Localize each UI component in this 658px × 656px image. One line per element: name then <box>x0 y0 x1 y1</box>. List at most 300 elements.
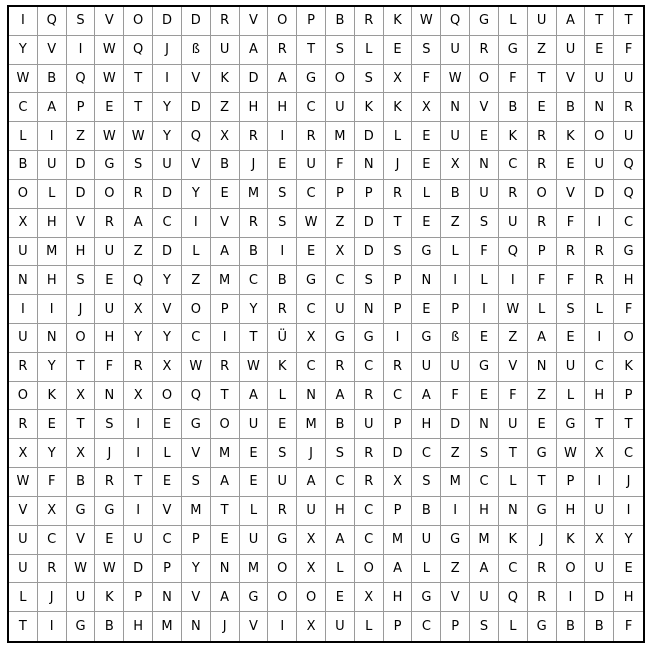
grid-cell[interactable]: L <box>326 555 355 584</box>
grid-cell[interactable]: B <box>9 151 38 180</box>
grid-cell[interactable]: A <box>268 65 297 94</box>
grid-cell[interactable]: J <box>614 468 643 497</box>
grid-cell[interactable]: A <box>326 382 355 411</box>
grid-cell[interactable]: M <box>297 410 326 439</box>
grid-cell[interactable]: L <box>499 468 528 497</box>
grid-cell[interactable]: R <box>211 353 240 382</box>
grid-cell[interactable]: E <box>528 93 557 122</box>
grid-cell[interactable]: A <box>470 555 499 584</box>
grid-cell[interactable]: Z <box>441 209 470 238</box>
grid-cell[interactable]: L <box>412 555 441 584</box>
grid-cell[interactable]: F <box>441 382 470 411</box>
grid-cell[interactable]: E <box>557 151 586 180</box>
grid-cell[interactable]: K <box>384 7 413 36</box>
grid-cell[interactable]: L <box>268 382 297 411</box>
grid-cell[interactable]: H <box>124 612 153 641</box>
grid-cell[interactable]: D <box>67 151 96 180</box>
grid-cell[interactable]: B <box>412 497 441 526</box>
grid-cell[interactable]: G <box>528 612 557 641</box>
grid-cell[interactable]: V <box>182 65 211 94</box>
grid-cell[interactable]: H <box>67 238 96 267</box>
grid-cell[interactable]: O <box>528 180 557 209</box>
grid-cell[interactable]: C <box>412 439 441 468</box>
grid-cell[interactable]: K <box>211 65 240 94</box>
grid-cell[interactable]: C <box>153 526 182 555</box>
grid-cell[interactable]: Y <box>38 439 67 468</box>
grid-cell[interactable]: L <box>585 295 614 324</box>
grid-cell[interactable]: N <box>470 151 499 180</box>
grid-cell[interactable]: U <box>499 209 528 238</box>
grid-cell[interactable]: G <box>95 497 124 526</box>
grid-cell[interactable]: L <box>528 295 557 324</box>
grid-cell[interactable]: R <box>528 583 557 612</box>
grid-cell[interactable]: O <box>9 382 38 411</box>
grid-cell[interactable]: V <box>441 583 470 612</box>
grid-cell[interactable]: U <box>557 36 586 65</box>
grid-cell[interactable]: U <box>441 353 470 382</box>
grid-cell[interactable]: P <box>326 180 355 209</box>
grid-cell[interactable]: B <box>326 7 355 36</box>
grid-cell[interactable]: Q <box>124 36 153 65</box>
grid-cell[interactable]: E <box>412 122 441 151</box>
grid-cell[interactable]: G <box>268 526 297 555</box>
grid-cell[interactable]: B <box>211 151 240 180</box>
grid-cell[interactable]: F <box>499 382 528 411</box>
grid-cell[interactable]: X <box>585 526 614 555</box>
grid-cell[interactable]: I <box>268 122 297 151</box>
grid-cell[interactable]: T <box>240 324 269 353</box>
grid-cell[interactable]: A <box>297 468 326 497</box>
grid-cell[interactable]: P <box>614 382 643 411</box>
grid-cell[interactable]: E <box>38 410 67 439</box>
grid-cell[interactable]: R <box>355 7 384 36</box>
grid-cell[interactable]: G <box>297 65 326 94</box>
grid-cell[interactable]: C <box>470 468 499 497</box>
grid-cell[interactable]: L <box>412 180 441 209</box>
grid-cell[interactable]: P <box>384 497 413 526</box>
grid-cell[interactable]: R <box>240 209 269 238</box>
grid-cell[interactable]: Z <box>67 122 96 151</box>
grid-cell[interactable]: Q <box>38 7 67 36</box>
grid-cell[interactable]: I <box>470 295 499 324</box>
grid-cell[interactable]: U <box>528 7 557 36</box>
grid-cell[interactable]: O <box>153 382 182 411</box>
grid-cell[interactable]: O <box>67 324 96 353</box>
grid-cell[interactable]: Q <box>614 151 643 180</box>
grid-cell[interactable]: S <box>557 295 586 324</box>
grid-cell[interactable]: U <box>240 526 269 555</box>
grid-cell[interactable]: U <box>326 612 355 641</box>
grid-cell[interactable]: V <box>38 36 67 65</box>
grid-cell[interactable]: C <box>297 295 326 324</box>
grid-cell[interactable]: W <box>67 555 96 584</box>
grid-cell[interactable]: E <box>557 324 586 353</box>
grid-cell[interactable]: R <box>355 468 384 497</box>
grid-cell[interactable]: W <box>557 439 586 468</box>
grid-cell[interactable]: O <box>297 583 326 612</box>
grid-cell[interactable]: C <box>355 497 384 526</box>
grid-cell[interactable]: B <box>95 612 124 641</box>
grid-cell[interactable]: U <box>585 497 614 526</box>
grid-cell[interactable]: V <box>95 7 124 36</box>
grid-cell[interactable]: U <box>9 526 38 555</box>
grid-cell[interactable]: S <box>95 410 124 439</box>
grid-cell[interactable]: R <box>124 180 153 209</box>
grid-cell[interactable]: X <box>9 209 38 238</box>
grid-cell[interactable]: P <box>441 295 470 324</box>
grid-cell[interactable]: G <box>67 497 96 526</box>
grid-cell[interactable]: P <box>384 295 413 324</box>
grid-cell[interactable]: P <box>124 583 153 612</box>
grid-cell[interactable]: O <box>326 65 355 94</box>
grid-cell[interactable]: U <box>153 151 182 180</box>
grid-cell[interactable]: Z <box>124 238 153 267</box>
grid-cell[interactable]: Z <box>441 555 470 584</box>
grid-cell[interactable]: U <box>499 410 528 439</box>
grid-cell[interactable]: R <box>95 468 124 497</box>
grid-cell[interactable]: F <box>326 151 355 180</box>
grid-cell[interactable]: U <box>95 295 124 324</box>
grid-cell[interactable]: S <box>470 612 499 641</box>
grid-cell[interactable]: A <box>326 526 355 555</box>
grid-cell[interactable]: R <box>585 238 614 267</box>
grid-cell[interactable]: G <box>182 410 211 439</box>
grid-cell[interactable]: G <box>614 238 643 267</box>
grid-cell[interactable]: M <box>326 122 355 151</box>
grid-cell[interactable]: R <box>528 555 557 584</box>
grid-cell[interactable]: G <box>470 7 499 36</box>
grid-cell[interactable]: J <box>384 151 413 180</box>
grid-cell[interactable]: L <box>499 612 528 641</box>
grid-cell[interactable]: L <box>355 612 384 641</box>
grid-cell[interactable]: V <box>470 93 499 122</box>
grid-cell[interactable]: N <box>153 583 182 612</box>
grid-cell[interactable]: C <box>499 151 528 180</box>
grid-cell[interactable]: I <box>38 295 67 324</box>
grid-cell[interactable]: K <box>499 526 528 555</box>
grid-cell[interactable]: U <box>412 526 441 555</box>
grid-cell[interactable]: B <box>557 612 586 641</box>
grid-cell[interactable]: G <box>412 238 441 267</box>
grid-cell[interactable]: U <box>585 65 614 94</box>
grid-cell[interactable]: P <box>557 468 586 497</box>
grid-cell[interactable]: E <box>412 295 441 324</box>
grid-cell[interactable]: W <box>441 65 470 94</box>
grid-cell[interactable]: S <box>384 238 413 267</box>
grid-cell[interactable]: S <box>326 36 355 65</box>
grid-cell[interactable]: M <box>384 526 413 555</box>
grid-cell[interactable]: J <box>153 36 182 65</box>
grid-cell[interactable]: C <box>326 468 355 497</box>
grid-cell[interactable]: G <box>355 324 384 353</box>
grid-cell[interactable]: R <box>124 353 153 382</box>
grid-cell[interactable]: S <box>268 209 297 238</box>
grid-cell[interactable]: Y <box>182 555 211 584</box>
grid-cell[interactable]: K <box>355 93 384 122</box>
grid-cell[interactable]: V <box>499 353 528 382</box>
grid-cell[interactable]: K <box>557 122 586 151</box>
grid-cell[interactable]: Ü <box>268 324 297 353</box>
grid-cell[interactable]: O <box>268 7 297 36</box>
grid-cell[interactable]: O <box>470 65 499 94</box>
grid-cell[interactable]: B <box>326 410 355 439</box>
grid-cell[interactable]: E <box>528 410 557 439</box>
grid-cell[interactable]: C <box>38 526 67 555</box>
grid-cell[interactable]: W <box>95 555 124 584</box>
grid-cell[interactable]: B <box>38 65 67 94</box>
grid-cell[interactable]: G <box>441 526 470 555</box>
grid-cell[interactable]: K <box>499 122 528 151</box>
grid-cell[interactable]: C <box>614 209 643 238</box>
grid-cell[interactable]: R <box>211 7 240 36</box>
grid-cell[interactable]: E <box>153 410 182 439</box>
grid-cell[interactable]: O <box>9 180 38 209</box>
grid-cell[interactable]: N <box>470 410 499 439</box>
grid-cell[interactable]: K <box>268 353 297 382</box>
grid-cell[interactable]: B <box>557 93 586 122</box>
grid-cell[interactable]: H <box>384 583 413 612</box>
grid-cell[interactable]: C <box>9 93 38 122</box>
grid-cell[interactable]: F <box>557 209 586 238</box>
grid-cell[interactable]: R <box>585 266 614 295</box>
grid-cell[interactable]: E <box>470 122 499 151</box>
grid-cell[interactable]: R <box>9 410 38 439</box>
grid-cell[interactable]: I <box>441 497 470 526</box>
grid-cell[interactable]: I <box>38 122 67 151</box>
grid-cell[interactable]: U <box>441 122 470 151</box>
grid-cell[interactable]: Y <box>124 324 153 353</box>
grid-cell[interactable]: G <box>412 324 441 353</box>
grid-cell[interactable]: K <box>384 93 413 122</box>
grid-cell[interactable]: G <box>528 439 557 468</box>
grid-cell[interactable]: T <box>614 410 643 439</box>
grid-cell[interactable]: Q <box>499 238 528 267</box>
grid-cell[interactable]: D <box>153 7 182 36</box>
grid-cell[interactable]: L <box>240 497 269 526</box>
grid-cell[interactable]: W <box>297 209 326 238</box>
grid-cell[interactable]: D <box>355 238 384 267</box>
grid-cell[interactable]: L <box>38 180 67 209</box>
grid-cell[interactable]: W <box>9 65 38 94</box>
grid-cell[interactable]: T <box>211 497 240 526</box>
grid-cell[interactable]: U <box>470 180 499 209</box>
grid-cell[interactable]: R <box>297 122 326 151</box>
grid-cell[interactable]: C <box>355 526 384 555</box>
grid-cell[interactable]: I <box>585 468 614 497</box>
grid-cell[interactable]: D <box>240 65 269 94</box>
grid-cell[interactable]: R <box>240 122 269 151</box>
grid-cell[interactable]: C <box>297 180 326 209</box>
grid-cell[interactable]: X <box>67 439 96 468</box>
grid-cell[interactable]: W <box>95 65 124 94</box>
grid-cell[interactable]: G <box>557 410 586 439</box>
grid-cell[interactable]: G <box>297 266 326 295</box>
grid-cell[interactable]: F <box>470 238 499 267</box>
grid-cell[interactable]: P <box>153 555 182 584</box>
grid-cell[interactable]: W <box>499 295 528 324</box>
grid-cell[interactable]: A <box>124 209 153 238</box>
grid-cell[interactable]: X <box>9 439 38 468</box>
grid-cell[interactable]: H <box>240 93 269 122</box>
grid-cell[interactable]: S <box>470 439 499 468</box>
grid-cell[interactable]: G <box>528 497 557 526</box>
grid-cell[interactable]: I <box>182 209 211 238</box>
grid-cell[interactable]: B <box>441 180 470 209</box>
grid-cell[interactable]: E <box>297 238 326 267</box>
grid-cell[interactable]: B <box>268 266 297 295</box>
grid-cell[interactable]: O <box>124 7 153 36</box>
grid-cell[interactable]: V <box>67 526 96 555</box>
grid-cell[interactable]: X <box>211 122 240 151</box>
grid-cell[interactable]: S <box>355 65 384 94</box>
grid-cell[interactable]: J <box>38 583 67 612</box>
grid-cell[interactable]: S <box>124 151 153 180</box>
grid-cell[interactable]: S <box>268 180 297 209</box>
grid-cell[interactable]: X <box>355 583 384 612</box>
grid-cell[interactable]: R <box>268 295 297 324</box>
grid-cell[interactable]: V <box>153 295 182 324</box>
grid-cell[interactable]: M <box>441 468 470 497</box>
grid-cell[interactable]: D <box>585 180 614 209</box>
grid-cell[interactable]: Q <box>441 7 470 36</box>
grid-cell[interactable]: A <box>528 324 557 353</box>
grid-cell[interactable]: O <box>268 555 297 584</box>
grid-cell[interactable]: L <box>153 439 182 468</box>
grid-cell[interactable]: E <box>470 382 499 411</box>
grid-cell[interactable]: S <box>326 439 355 468</box>
grid-cell[interactable]: U <box>268 468 297 497</box>
grid-cell[interactable]: E <box>240 439 269 468</box>
grid-cell[interactable]: W <box>9 468 38 497</box>
grid-cell[interactable]: U <box>412 353 441 382</box>
grid-cell[interactable]: J <box>297 439 326 468</box>
grid-cell[interactable]: I <box>441 266 470 295</box>
grid-cell[interactable]: N <box>441 93 470 122</box>
grid-cell[interactable]: O <box>211 410 240 439</box>
grid-cell[interactable]: U <box>297 497 326 526</box>
grid-cell[interactable]: T <box>211 382 240 411</box>
grid-cell[interactable]: V <box>67 209 96 238</box>
grid-cell[interactable]: T <box>585 410 614 439</box>
grid-cell[interactable]: X <box>153 353 182 382</box>
grid-cell[interactable]: F <box>614 36 643 65</box>
grid-cell[interactable]: F <box>624 619 633 635</box>
grid-cell[interactable]: G <box>240 583 269 612</box>
grid-cell[interactable]: C <box>585 353 614 382</box>
grid-cell[interactable]: E <box>153 468 182 497</box>
grid-cell[interactable]: T <box>585 7 614 36</box>
grid-cell[interactable]: T <box>124 65 153 94</box>
grid-cell[interactable]: X <box>297 526 326 555</box>
grid-cell[interactable]: E <box>95 93 124 122</box>
grid-cell[interactable]: Z <box>499 324 528 353</box>
grid-cell[interactable]: I <box>614 497 643 526</box>
grid-cell[interactable]: S <box>67 7 96 36</box>
grid-cell[interactable]: H <box>412 410 441 439</box>
grid-cell[interactable]: X <box>297 555 326 584</box>
grid-cell[interactable]: W <box>95 122 124 151</box>
grid-cell[interactable]: I <box>38 612 67 641</box>
grid-cell[interactable]: U <box>95 238 124 267</box>
grid-cell[interactable]: G <box>499 36 528 65</box>
grid-cell[interactable]: G <box>470 353 499 382</box>
grid-cell[interactable]: I <box>268 612 297 641</box>
grid-cell[interactable]: R <box>614 93 643 122</box>
grid-cell[interactable]: L <box>9 583 38 612</box>
grid-cell[interactable]: M <box>182 497 211 526</box>
grid-cell[interactable]: X <box>124 295 153 324</box>
grid-cell[interactable]: R <box>470 36 499 65</box>
grid-cell[interactable]: P <box>182 526 211 555</box>
grid-cell[interactable]: N <box>412 266 441 295</box>
grid-cell[interactable]: L <box>384 122 413 151</box>
grid-cell[interactable]: U <box>470 583 499 612</box>
grid-cell[interactable]: P <box>384 266 413 295</box>
grid-cell[interactable]: E <box>268 410 297 439</box>
grid-cell[interactable]: U <box>211 36 240 65</box>
grid-cell[interactable]: O <box>268 583 297 612</box>
grid-cell[interactable]: C <box>153 209 182 238</box>
grid-cell[interactable]: T <box>499 439 528 468</box>
grid-cell[interactable]: I <box>585 324 614 353</box>
grid-cell[interactable]: U <box>67 583 96 612</box>
grid-cell[interactable]: I <box>67 36 96 65</box>
grid-cell[interactable]: H <box>470 497 499 526</box>
grid-cell[interactable]: F <box>614 295 643 324</box>
grid-cell[interactable]: R <box>528 209 557 238</box>
grid-cell[interactable]: U <box>240 410 269 439</box>
grid-cell[interactable]: R <box>268 497 297 526</box>
grid-cell[interactable]: R <box>528 151 557 180</box>
grid-cell[interactable]: V <box>557 65 586 94</box>
grid-cell[interactable]: Z <box>326 209 355 238</box>
grid-cell[interactable]: I <box>153 65 182 94</box>
grid-cell[interactable]: D <box>124 555 153 584</box>
grid-cell[interactable]: V <box>182 439 211 468</box>
grid-cell[interactable]: O <box>355 555 384 584</box>
grid-cell[interactable]: Z <box>441 439 470 468</box>
grid-cell[interactable]: D <box>153 180 182 209</box>
grid-cell[interactable]: T <box>124 93 153 122</box>
grid-cell[interactable]: O <box>95 180 124 209</box>
grid-cell[interactable]: Y <box>38 353 67 382</box>
grid-cell[interactable]: L <box>182 238 211 267</box>
grid-cell[interactable]: V <box>240 612 269 641</box>
grid-cell[interactable]: T <box>124 468 153 497</box>
grid-cell[interactable]: I <box>9 7 38 36</box>
grid-cell[interactable]: Z <box>182 266 211 295</box>
grid-cell[interactable]: D <box>355 209 384 238</box>
grid-cell[interactable]: R <box>499 180 528 209</box>
grid-cell[interactable]: B <box>240 238 269 267</box>
grid-cell[interactable]: H <box>614 583 643 612</box>
grid-cell[interactable]: U <box>585 151 614 180</box>
grid-cell[interactable]: A <box>240 382 269 411</box>
grid-cell[interactable]: Q <box>499 583 528 612</box>
grid-cell[interactable]: M <box>240 555 269 584</box>
grid-cell[interactable]: N <box>211 555 240 584</box>
grid-cell[interactable]: H <box>585 382 614 411</box>
grid-cell[interactable]: D <box>153 238 182 267</box>
grid-cell[interactable]: T <box>614 7 643 36</box>
grid-cell[interactable]: T <box>67 353 96 382</box>
grid-cell[interactable]: K <box>95 583 124 612</box>
grid-cell[interactable]: M <box>211 439 240 468</box>
grid-cell[interactable]: Z <box>211 93 240 122</box>
grid-cell[interactable]: E <box>614 555 643 584</box>
grid-cell[interactable]: U <box>355 410 384 439</box>
grid-cell[interactable]: W <box>412 7 441 36</box>
